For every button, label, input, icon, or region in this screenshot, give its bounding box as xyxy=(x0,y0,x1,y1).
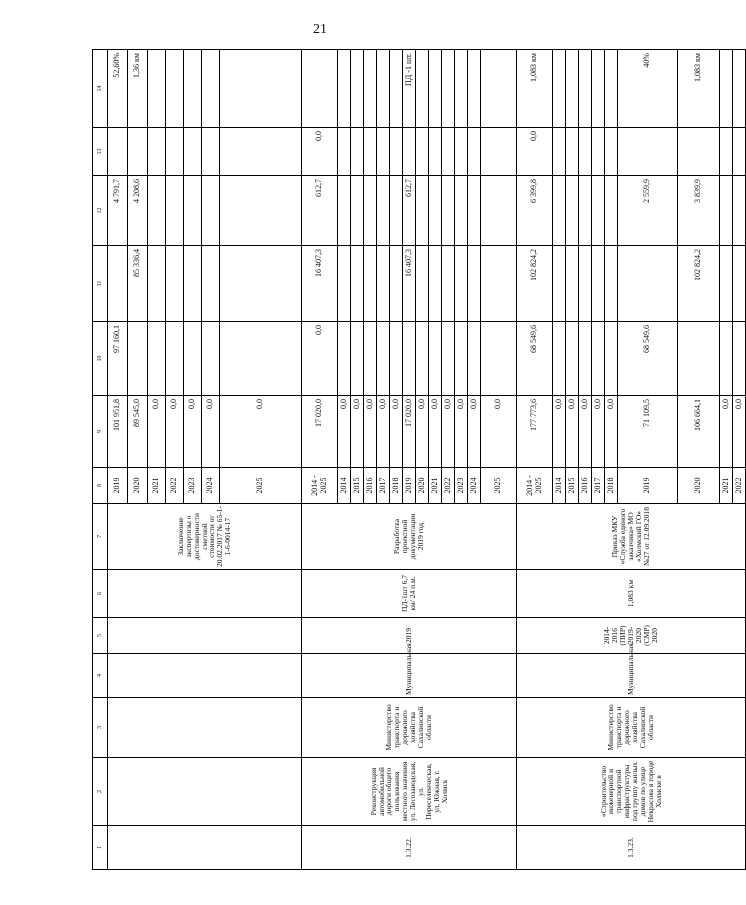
year-cell: 2020 xyxy=(416,468,429,504)
empty-cell xyxy=(108,826,302,870)
empty-cell xyxy=(108,758,302,826)
value-cell-c11 xyxy=(148,246,166,322)
cell-c3: Министерство транспорта и дорожного хозяйства Сахалинской области xyxy=(302,698,517,758)
empty-cell xyxy=(108,618,302,654)
value-cell-c14 xyxy=(148,50,166,128)
value-cell-c9: 89 545,0 xyxy=(128,396,148,468)
value-cell-c9: 0,0 xyxy=(720,396,733,468)
value-cell-c13 xyxy=(678,128,720,176)
year-cell: 2019 xyxy=(108,468,128,504)
value-cell-c12 xyxy=(429,176,442,246)
value-cell-c13 xyxy=(364,128,377,176)
value-cell-c11 xyxy=(442,246,455,322)
value-cell-c13 xyxy=(220,128,302,176)
table-row xyxy=(302,50,338,870)
value-cell-c11 xyxy=(481,246,517,322)
value-cell-c13 xyxy=(351,128,364,176)
value-cell-c10 xyxy=(128,322,148,396)
value-cell-c13 xyxy=(605,128,618,176)
value-cell-c11 xyxy=(592,246,605,322)
value-cell-c13 xyxy=(202,128,220,176)
value-cell-c9: 0,0 xyxy=(390,396,403,468)
value-cell-c12 xyxy=(202,176,220,246)
value-cell-c11 xyxy=(468,246,481,322)
value-cell-c13 xyxy=(128,128,148,176)
value-cell-c12 xyxy=(553,176,566,246)
value-cell-c9: 0,0 xyxy=(592,396,605,468)
value-cell-c10 xyxy=(429,322,442,396)
value-cell-c14 xyxy=(351,50,364,128)
value-cell-c9: 0,0 xyxy=(220,396,302,468)
value-cell-c11 xyxy=(351,246,364,322)
value-cell-c11 xyxy=(390,246,403,322)
year-cell: 2024 xyxy=(468,468,481,504)
value-cell-c14 xyxy=(364,50,377,128)
value-cell-c10 xyxy=(416,322,429,396)
value-cell-c9: 0,0 xyxy=(733,396,746,468)
year-cell: 2022 xyxy=(442,468,455,504)
value-cell-c11: 85 336,4 xyxy=(128,246,148,322)
value-cell-c11 xyxy=(605,246,618,322)
value-cell-c13 xyxy=(720,128,733,176)
value-cell-c9: 0,0 xyxy=(166,396,184,468)
value-cell-c11: 102 824,2 xyxy=(678,246,720,322)
value-cell-c10 xyxy=(468,322,481,396)
value-cell-c14 xyxy=(390,50,403,128)
value-cell-c12 xyxy=(442,176,455,246)
year-cell: 2014 xyxy=(338,468,351,504)
value-cell-c12 xyxy=(481,176,517,246)
year-cell: 2014 xyxy=(553,468,566,504)
value-cell-c9: 0,0 xyxy=(468,396,481,468)
value-cell-c14: 1,083 км xyxy=(517,50,553,128)
value-cell-c11 xyxy=(455,246,468,322)
year-cell: 2022 xyxy=(733,468,746,504)
value-cell-c14 xyxy=(377,50,390,128)
empty-cell xyxy=(108,654,302,698)
value-cell-c13 xyxy=(390,128,403,176)
cell-c6: 1,083 км xyxy=(517,570,746,618)
value-cell-c11 xyxy=(338,246,351,322)
column-number: 8 xyxy=(93,468,108,504)
value-cell-c13 xyxy=(429,128,442,176)
value-cell-c9: 0,0 xyxy=(202,396,220,468)
value-cell-c14: 40% xyxy=(618,50,678,128)
value-cell-c13 xyxy=(184,128,202,176)
column-number: 12 xyxy=(93,176,108,246)
column-number: 11 xyxy=(93,246,108,322)
value-cell-c13 xyxy=(553,128,566,176)
value-cell-c10: 0,0 xyxy=(302,322,338,396)
column-number: 5 xyxy=(93,618,108,654)
value-cell-c13 xyxy=(416,128,429,176)
value-cell-c13 xyxy=(592,128,605,176)
value-cell-c12: 4 791,7 xyxy=(108,176,128,246)
cell-c7: Приказ МКУ «Служба единого заказчика» МО «Холмский ГО» №27 от 12.09.2018 xyxy=(517,504,746,570)
value-cell-c11 xyxy=(720,246,733,322)
value-cell-c11: 16 407,3 xyxy=(302,246,338,322)
year-cell: 2023 xyxy=(184,468,202,504)
value-cell-c11 xyxy=(166,246,184,322)
value-cell-c10 xyxy=(364,322,377,396)
value-cell-c14 xyxy=(455,50,468,128)
value-cell-c10 xyxy=(338,322,351,396)
value-cell-c9: 0,0 xyxy=(455,396,468,468)
value-cell-c13 xyxy=(442,128,455,176)
value-cell-c10 xyxy=(733,322,746,396)
value-cell-c11 xyxy=(416,246,429,322)
value-cell-c13 xyxy=(108,128,128,176)
cell-c6: ПД-1шт 6,7 км/ 24 п.м. xyxy=(302,570,517,618)
year-cell: 2015 xyxy=(566,468,579,504)
cell-c2: «Строительство инженерной и транспортной инфраструктуры под группу жилых домов по улице Некрасова в городе Холмске в xyxy=(517,758,746,826)
column-number: 6 xyxy=(93,570,108,618)
value-cell-c9: 101 951,8 xyxy=(108,396,128,468)
column-number: 9 xyxy=(93,396,108,468)
value-cell-c13 xyxy=(148,128,166,176)
value-cell-c9: 0,0 xyxy=(566,396,579,468)
value-cell-c11 xyxy=(429,246,442,322)
empty-cell xyxy=(108,698,302,758)
value-cell-c11 xyxy=(618,246,678,322)
value-cell-c10 xyxy=(442,322,455,396)
value-cell-c14: ПД -1 шт. xyxy=(403,50,416,128)
value-cell-c10 xyxy=(579,322,592,396)
value-cell-c9: 106 664,1 xyxy=(678,396,720,468)
column-number: 13 xyxy=(93,128,108,176)
column-number: 7 xyxy=(93,504,108,570)
year-cell: 2025 xyxy=(220,468,302,504)
value-cell-c10 xyxy=(566,322,579,396)
value-cell-c14 xyxy=(166,50,184,128)
year-cell: 2016 xyxy=(364,468,377,504)
cell-c5: 2019 xyxy=(302,618,517,654)
value-cell-c11 xyxy=(220,246,302,322)
value-cell-c9: 0,0 xyxy=(553,396,566,468)
value-cell-c14 xyxy=(202,50,220,128)
value-cell-c10 xyxy=(220,322,302,396)
value-cell-c13 xyxy=(618,128,678,176)
value-cell-c13 xyxy=(166,128,184,176)
value-cell-c12: 612,7 xyxy=(302,176,338,246)
value-cell-c9: 0,0 xyxy=(579,396,592,468)
value-cell-c13 xyxy=(468,128,481,176)
value-cell-c10: 68 549,6 xyxy=(517,322,553,396)
value-cell-c11 xyxy=(553,246,566,322)
value-cell-c9: 177 773,6 xyxy=(517,396,553,468)
year-cell: 2019 xyxy=(618,468,678,504)
value-cell-c11 xyxy=(377,246,390,322)
value-cell-c10 xyxy=(351,322,364,396)
value-cell-c9: 71 109,5 xyxy=(618,396,678,468)
year-cell: 2021 xyxy=(720,468,733,504)
value-cell-c13 xyxy=(579,128,592,176)
cell-c2: Реконструкция автомобильной дороги общего пользования местного значения ул. Лесозаводская, ул. Переселенческая, ул. Южная, г. Холмск xyxy=(302,758,517,826)
value-cell-c9: 17 020,0 xyxy=(302,396,338,468)
column-number: 2 xyxy=(93,758,108,826)
value-cell-c11: 102 824,2 xyxy=(517,246,553,322)
year-cell: 2025 xyxy=(481,468,517,504)
value-cell-c14: 1,36 км xyxy=(128,50,148,128)
value-cell-c12 xyxy=(220,176,302,246)
year-cell: 2020 xyxy=(128,468,148,504)
value-cell-c10 xyxy=(605,322,618,396)
value-cell-c14 xyxy=(429,50,442,128)
value-cell-c12 xyxy=(468,176,481,246)
value-cell-c14: 1,083 км xyxy=(678,50,720,128)
value-cell-c14 xyxy=(579,50,592,128)
value-cell-c9: 0,0 xyxy=(338,396,351,468)
value-cell-c13: 0,0 xyxy=(517,128,553,176)
value-cell-c12 xyxy=(592,176,605,246)
value-cell-c12: 612,7 xyxy=(403,176,416,246)
value-cell-c14 xyxy=(416,50,429,128)
cell-c7: Разработка проектной документации 2019 год xyxy=(302,504,517,570)
value-cell-c14 xyxy=(733,50,746,128)
page-number: 21 xyxy=(313,22,327,37)
value-cell-c10 xyxy=(553,322,566,396)
value-cell-c12 xyxy=(166,176,184,246)
value-cell-c11 xyxy=(566,246,579,322)
empty-cell xyxy=(108,570,302,618)
value-cell-c10: 68 549,6 xyxy=(618,322,678,396)
cell-c4: Муниципальная xyxy=(517,654,746,698)
value-cell-c14: 52,60% xyxy=(108,50,128,128)
value-cell-c13 xyxy=(733,128,746,176)
value-cell-c14 xyxy=(592,50,605,128)
year-cell: 2021 xyxy=(148,468,166,504)
value-cell-c12 xyxy=(605,176,618,246)
value-cell-c14 xyxy=(720,50,733,128)
value-cell-c13 xyxy=(377,128,390,176)
year-cell: 2015 xyxy=(351,468,364,504)
value-cell-c12: 6 399,8 xyxy=(517,176,553,246)
value-cell-c9: 0,0 xyxy=(442,396,455,468)
value-cell-c12 xyxy=(579,176,592,246)
value-cell-c11 xyxy=(733,246,746,322)
column-number: 14 xyxy=(93,50,108,128)
year-cell: 2019 xyxy=(403,468,416,504)
value-cell-c12 xyxy=(351,176,364,246)
cell-c1: 1.3.22. xyxy=(302,826,517,870)
year-cell: 2017 xyxy=(592,468,605,504)
value-cell-c9: 0,0 xyxy=(184,396,202,468)
year-cell: 2016 xyxy=(579,468,592,504)
value-cell-c12 xyxy=(338,176,351,246)
year-cell: 2014 - 2025 xyxy=(302,468,338,504)
value-cell-c12: 3 839,9 xyxy=(678,176,720,246)
value-cell-c11: 16 407,3 xyxy=(403,246,416,322)
value-cell-c10 xyxy=(678,322,720,396)
year-cell: 2018 xyxy=(390,468,403,504)
table-body xyxy=(93,50,746,870)
value-cell-c11 xyxy=(202,246,220,322)
value-cell-c11 xyxy=(108,246,128,322)
value-cell-c14 xyxy=(481,50,517,128)
year-cell: 2018 xyxy=(605,468,618,504)
value-cell-c13: 0,0 xyxy=(302,128,338,176)
value-cell-c10 xyxy=(202,322,220,396)
value-cell-c10 xyxy=(481,322,517,396)
value-cell-c9: 0,0 xyxy=(605,396,618,468)
value-cell-c9: 0,0 xyxy=(429,396,442,468)
cell-c1: 1.3.23. xyxy=(517,826,746,870)
value-cell-c13 xyxy=(338,128,351,176)
value-cell-c13 xyxy=(403,128,416,176)
value-cell-c11 xyxy=(184,246,202,322)
value-cell-c9: 17 020,0 xyxy=(403,396,416,468)
value-cell-c14 xyxy=(338,50,351,128)
value-cell-c9: 0,0 xyxy=(377,396,390,468)
value-cell-c14 xyxy=(566,50,579,128)
table-row xyxy=(108,50,128,870)
value-cell-c12 xyxy=(184,176,202,246)
value-cell-c13 xyxy=(481,128,517,176)
value-cell-c10: 97 160,1 xyxy=(108,322,128,396)
cell-c4: Муниципальная xyxy=(302,654,517,698)
value-cell-c13 xyxy=(566,128,579,176)
rotated-table-wrapper xyxy=(92,50,743,870)
year-cell: 2024 xyxy=(202,468,220,504)
year-cell: 2020 xyxy=(678,468,720,504)
year-cell: 2023 xyxy=(455,468,468,504)
value-cell-c14 xyxy=(302,50,338,128)
value-cell-c9: 0,0 xyxy=(481,396,517,468)
value-cell-c12 xyxy=(364,176,377,246)
column-number: 10 xyxy=(93,322,108,396)
column-number: 3 xyxy=(93,698,108,758)
cell-c3: Министерство транспорта и дорожного хозяйства Сахалинской области xyxy=(517,698,746,758)
value-cell-c12 xyxy=(148,176,166,246)
year-cell: 2017 xyxy=(377,468,390,504)
value-cell-c10 xyxy=(455,322,468,396)
column-number: 4 xyxy=(93,654,108,698)
value-cell-c14 xyxy=(605,50,618,128)
value-cell-c12 xyxy=(390,176,403,246)
value-cell-c14 xyxy=(553,50,566,128)
value-cell-c10 xyxy=(166,322,184,396)
value-cell-c12 xyxy=(455,176,468,246)
table-row xyxy=(517,50,553,870)
value-cell-c14 xyxy=(442,50,455,128)
value-cell-c14 xyxy=(220,50,302,128)
program-table xyxy=(92,49,746,870)
value-cell-c9: 0,0 xyxy=(351,396,364,468)
year-cell: 2021 xyxy=(429,468,442,504)
value-cell-c14 xyxy=(184,50,202,128)
value-cell-c12: 4 208,6 xyxy=(128,176,148,246)
cell-c7: Заключение экспертизы о достоверности сметной стоимости от 20.02.2017 № 65-1-1-6-0014-17 xyxy=(108,504,302,570)
value-cell-c11 xyxy=(364,246,377,322)
value-cell-c9: 0,0 xyxy=(364,396,377,468)
value-cell-c10 xyxy=(720,322,733,396)
value-cell-c10 xyxy=(184,322,202,396)
value-cell-c14 xyxy=(468,50,481,128)
value-cell-c11 xyxy=(579,246,592,322)
value-cell-c10 xyxy=(377,322,390,396)
value-cell-c12 xyxy=(566,176,579,246)
value-cell-c9: 0,0 xyxy=(416,396,429,468)
year-cell: 2014 - 2025 xyxy=(517,468,553,504)
value-cell-c12 xyxy=(733,176,746,246)
value-cell-c10 xyxy=(148,322,166,396)
column-number-row xyxy=(93,50,108,870)
value-cell-c10 xyxy=(403,322,416,396)
column-number: 1 xyxy=(93,826,108,870)
value-cell-c12: 2 559,9 xyxy=(618,176,678,246)
value-cell-c12 xyxy=(416,176,429,246)
value-cell-c9: 0,0 xyxy=(148,396,166,468)
value-cell-c13 xyxy=(455,128,468,176)
value-cell-c10 xyxy=(390,322,403,396)
value-cell-c12 xyxy=(377,176,390,246)
value-cell-c12 xyxy=(720,176,733,246)
value-cell-c10 xyxy=(592,322,605,396)
year-cell: 2022 xyxy=(166,468,184,504)
cell-c5: 2014-2016 (ПИР) 2019-2020 (СМР) 2020 xyxy=(517,618,746,654)
